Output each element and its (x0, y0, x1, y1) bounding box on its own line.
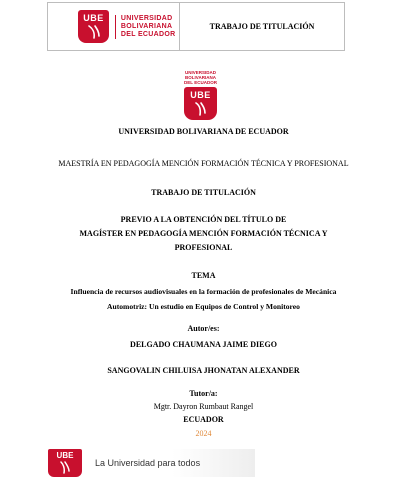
country: ECUADOR (183, 415, 224, 424)
tutor-label: Tutor/a: (189, 389, 218, 398)
center-logo-text (184, 70, 217, 85)
footer-logo-letters: UBE (56, 451, 74, 460)
footer-slogan: La Universidad para todos (95, 458, 201, 468)
center-logo-line-2: BOLIVARIANA (185, 75, 216, 80)
footer-shield-logo (48, 449, 82, 477)
year: 2024 (195, 429, 212, 438)
university-line-3: DEL ECUADOR (120, 30, 176, 38)
university-name: UNIVERSIDAD BOLIVARIANA DE ECUADOR (118, 127, 289, 136)
theme-label: TEMA (191, 271, 216, 280)
authors-label: Autor/es: (187, 324, 220, 333)
work-type: TRABAJO DE TITULACIÓN (151, 188, 256, 197)
theme-line-1: Influencia de recursos audiovisuales en la formación de profesionales de Mecánica (70, 287, 337, 296)
header-title: TRABAJO DE TITULACIÓN (209, 22, 315, 31)
ube-shield-logo (78, 10, 109, 43)
tutor-name: Mgtr. Dayron Rumbaut Rangel (153, 402, 254, 411)
header-table (47, 2, 345, 51)
shield-emblem-icon (58, 461, 73, 475)
shield-emblem-icon (86, 24, 103, 40)
theme-line-2: Automotriz: Un estudio en Equipos de Control y Monitoreo (107, 302, 300, 311)
shield-emblem-icon (193, 101, 209, 117)
purpose-line-2: MAGÍSTER EN PEDAGOGÍA MENCIÓN FORMACIÓN TÉCNICA Y (79, 229, 328, 238)
header-university-name (115, 15, 179, 39)
program-name: MAESTRÍA EN PEDAGOGÍA MENCIÓN FORMACIÓN TÉCNICA Y PROFESIONAL (58, 159, 349, 168)
center-shield-logo (184, 87, 217, 120)
author-2: SANGOVALIN CHILUISA JHONATAN ALEXANDER (107, 366, 300, 375)
author-1: DELGADO CHAUMANA JAIME DIEGO (130, 340, 277, 349)
header-logo-cell (48, 3, 180, 50)
center-logo-letters: UBE (190, 90, 211, 100)
footer-banner (48, 449, 255, 477)
center-logo-line-3: DEL ECUADOR (184, 80, 217, 85)
university-line-1: UNIVERSIDAD (120, 14, 173, 22)
purpose-line-3: PROFESIONAL (174, 243, 233, 252)
purpose-line-1: PREVIO A LA OBTENCIÓN DEL TÍTULO DE (120, 215, 287, 224)
university-line-2: BOLIVARIANA (120, 22, 173, 30)
center-logo-line-1: UNIVERSIDAD (184, 70, 216, 75)
ube-logo-letters: UBE (83, 13, 104, 23)
center-logo (183, 70, 218, 120)
